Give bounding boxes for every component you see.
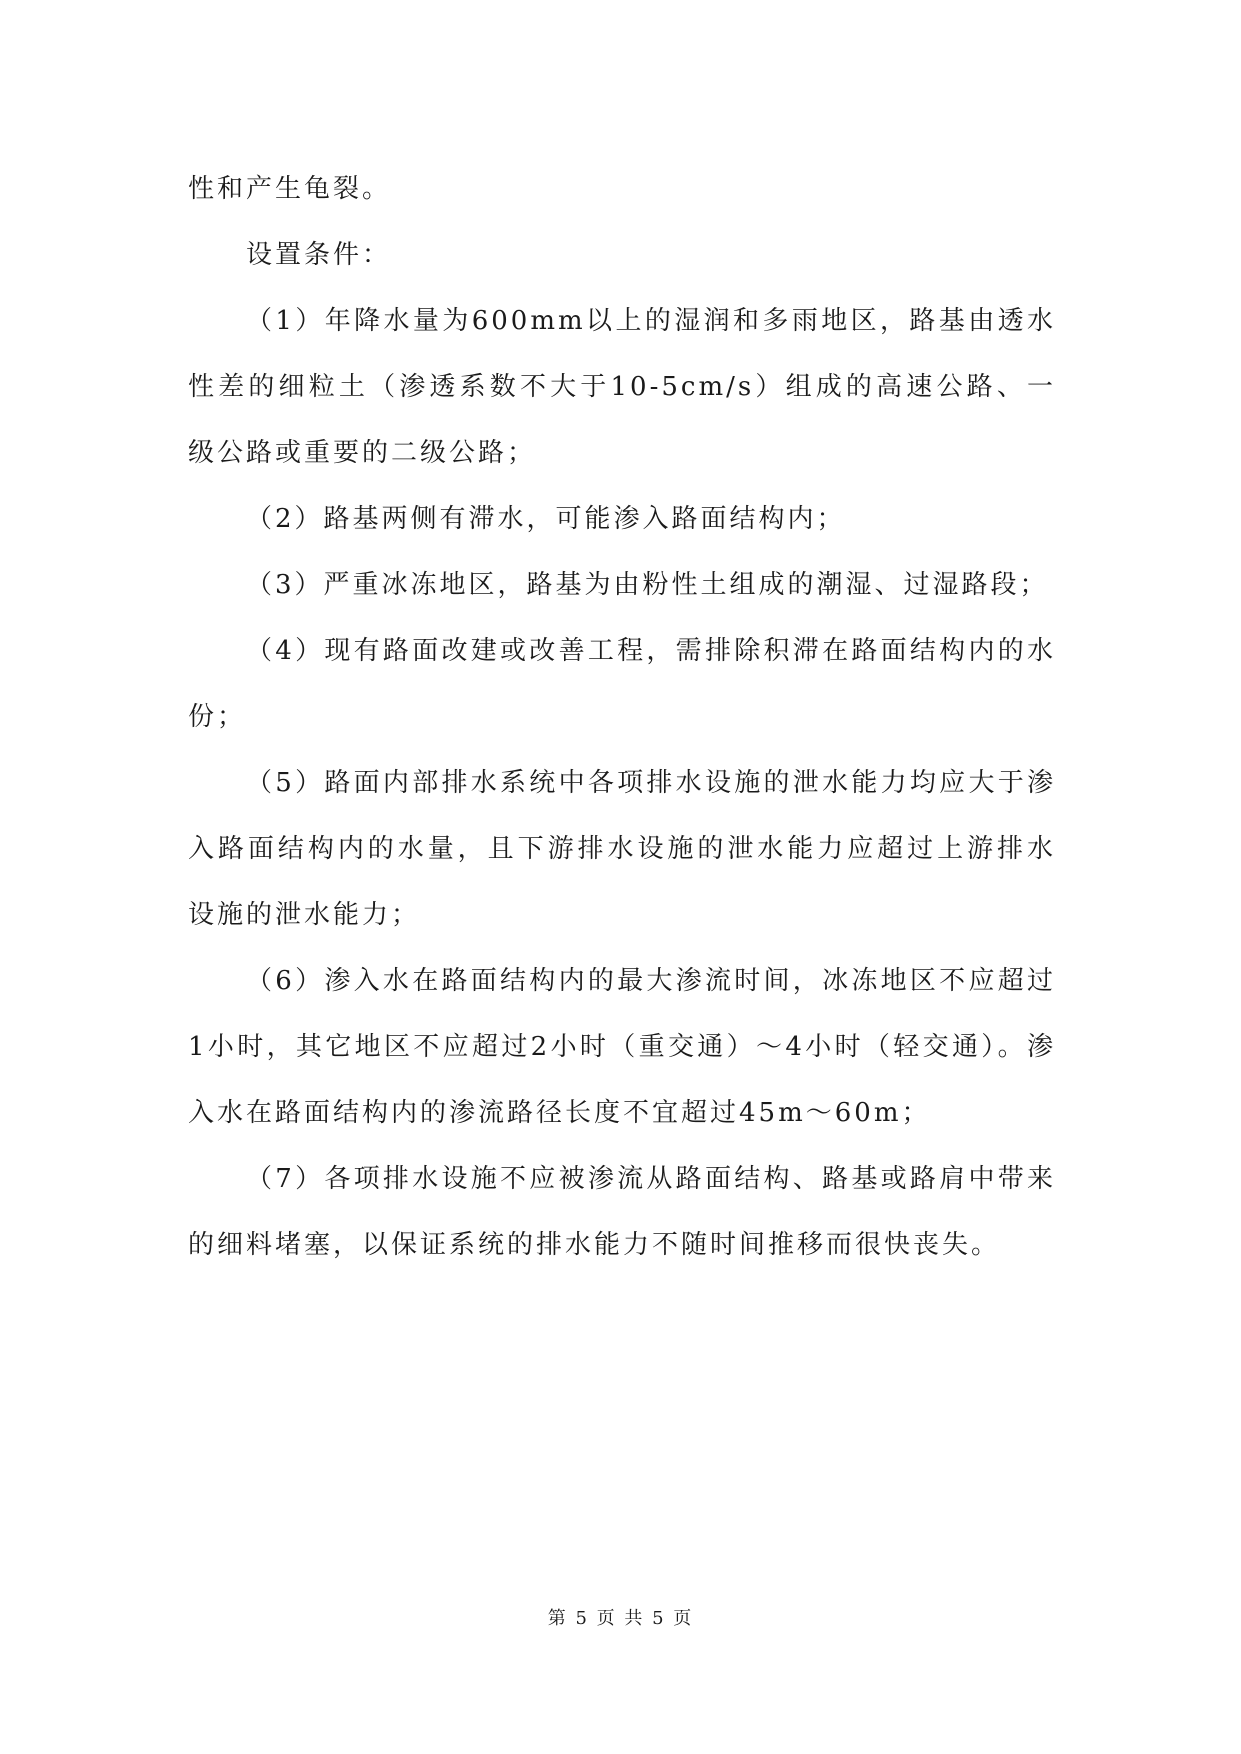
- page-number-footer: 第 5 页 共 5 页: [547, 1608, 694, 1629]
- condition-item-6: （6）渗入水在路面结构内的最大渗流时间，冰冻地区不应超过1小时，其它地区不应超过2小时（重交通）～4小时（轻交通）。渗入水在路面结构内的渗流路径长度不宜超过45m～60m；: [188, 966, 1056, 1128]
- condition-item-5: （5）路面内部排水系统中各项排水设施的泄水能力均应大于渗入路面结构内的水量，且下游排水设施的泄水能力应超过上游排水设施的泄水能力；: [188, 768, 1056, 930]
- condition-item-3: （3）严重冰冻地区，路基为由粉性土组成的潮湿、过湿路段；: [246, 570, 1049, 600]
- section-heading-conditions: 设置条件：: [246, 240, 392, 270]
- condition-item-1: （1）年降水量为600mm以上的湿润和多雨地区，路基由透水性差的细粒土（渗透系数不大于10-5cm/s）组成的高速公路、一级公路或重要的二级公路；: [188, 306, 1056, 468]
- condition-item-4: （4）现有路面改建或改善工程，需排除积滞在路面结构内的水份；: [188, 636, 1056, 732]
- condition-item-7: （7）各项排水设施不应被渗流从路面结构、路基或路肩中带来的细料堵塞，以保证系统的排水能力不随时间推移而很快丧失。: [188, 1164, 1056, 1260]
- condition-item-2: （2）路基两侧有滞水，可能渗入路面结构内；: [246, 504, 846, 534]
- document-body: [188, 156, 1056, 1278]
- paragraph-continuation: 性和产生龟裂。: [188, 174, 392, 204]
